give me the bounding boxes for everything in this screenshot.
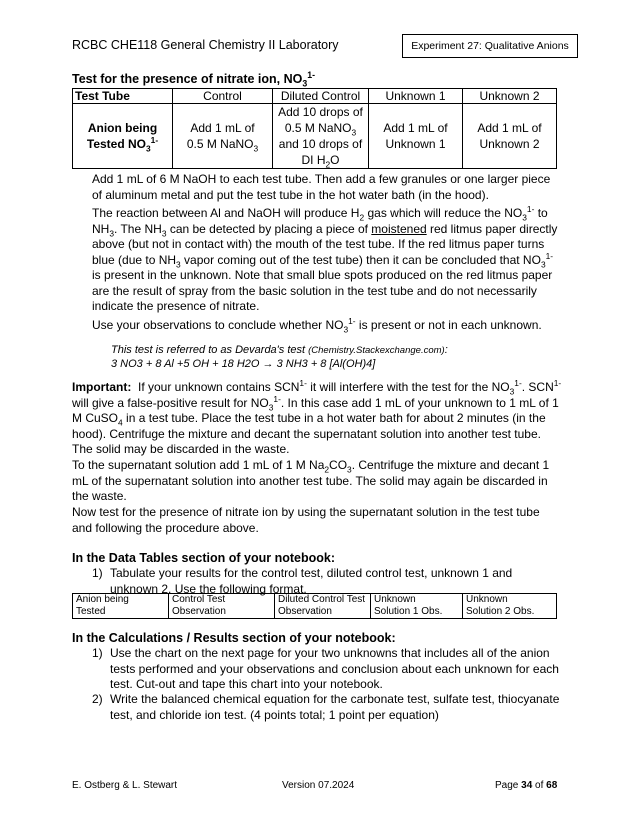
format-line: Unknown — [466, 594, 508, 605]
format-col-control — [169, 594, 275, 619]
format-line: Solution 1 Obs. — [374, 606, 443, 617]
diluted-line2 — [275, 120, 366, 136]
super-a: To the supernatant solution add 1 mL of 1 M Na — [72, 458, 325, 472]
format-col-anion — [73, 594, 169, 619]
format-line: Unknown — [374, 594, 416, 605]
para2-b: gas which will reduce the NO — [364, 206, 523, 220]
table-header-row — [73, 89, 557, 104]
section-title-sub: 3 — [302, 78, 308, 89]
super-b: CO — [329, 458, 348, 472]
important-sup2: 1- — [514, 378, 522, 388]
devarda-source: (Chemistry.Stackexchange.com) — [308, 345, 445, 356]
format-line: Tested — [76, 606, 106, 617]
devarda-equation: 3 NO3 + 8 Al +5 OH + 18 H2O → 3 NH3 + 8 [Al(OH)4] — [111, 358, 376, 370]
important-sup3: 1- — [553, 378, 562, 388]
experiment-title: Experiment 27: Qualitative Anions — [411, 40, 569, 52]
course-title: RCBC CHE118 General Chemistry II Laboratory — [72, 38, 339, 52]
format-col-unknown2 — [463, 594, 557, 619]
diluted-sub: 3 — [351, 127, 357, 138]
section-title — [72, 69, 316, 89]
paragraph-supernatant — [72, 458, 562, 505]
list-number: 1) — [92, 646, 103, 660]
important-t4: will give a false-positive result for NO — [72, 395, 269, 410]
important-t6: in a test tube. Place the test tube in a hot water bath for about 2 minutes (in the hood). Centrifuge the mixture and decant the supernatant solution into another test tube. The solid may be discarded in the waste. — [72, 411, 546, 456]
para2-d: . The NH — [114, 221, 162, 236]
row-label — [73, 104, 173, 169]
diluted-line3: and 10 drops of — [278, 137, 363, 151]
nitrate-test-table — [72, 88, 557, 169]
row-label-sup: 1- — [150, 135, 159, 145]
header-unknown-2: Unknown 2 — [463, 89, 557, 104]
format-col-unknown1 — [371, 594, 463, 619]
format-line: Observation — [278, 606, 332, 617]
header-diluted-control: Diluted Control — [273, 89, 369, 104]
important-sub4: 3 — [268, 401, 274, 412]
devarda-line1: This test is referred to as Devarda's test — [111, 344, 309, 356]
calculations-heading: In the Calculations / Results section of your notebook: — [72, 631, 396, 645]
super-c: . Centrifuge the mixture and decant 1 mL of the supernatant solution into another test tube. The solid may again be discarded in the waste. — [72, 458, 550, 503]
diluted-line1: Add 10 drops of — [278, 105, 363, 119]
unknown2-line1: Add 1 mL of — [477, 121, 542, 135]
important-sub2: 3 — [509, 386, 515, 397]
para2-g: vapor coming out of the test tube) then it can be concluded that NO — [180, 252, 541, 267]
para2-h: is present in the unknown. Note that small blue spots produced on the red litmus paper are the result of spray from the basic solution in the test tube and do not necessarily indicate the presence of nitrate. — [92, 268, 553, 313]
header-unknown-1: Unknown 1 — [369, 89, 463, 104]
important-sub5: 4 — [118, 417, 123, 428]
super-b-sub: 3 — [347, 464, 352, 475]
format-line: Observation — [172, 606, 226, 617]
paragraph-observations — [92, 318, 562, 334]
list-text: Tabulate your results for the control test, diluted control test, unknown 1 and unknown 2. Use the following format. — [110, 566, 513, 596]
devarda-colon: : — [444, 344, 448, 356]
footer-version: Version 07.2024 — [282, 780, 355, 791]
devarda-note — [111, 343, 561, 358]
footer-page — [495, 780, 557, 791]
para3-a: Use your observations to conclude whether NO — [92, 318, 344, 332]
format-line: Anion being — [76, 594, 129, 605]
important-t2: it will interfere with the test for the NO — [306, 380, 510, 394]
unknown1-line1: Add 1 mL of — [383, 121, 448, 135]
important-label: Important: — [72, 380, 132, 394]
paragraph-reaction — [92, 206, 562, 315]
unknown2-cell — [463, 104, 557, 169]
paragraph-important — [72, 380, 562, 458]
unknown1-cell — [369, 104, 463, 169]
footer-page-total: 68 — [546, 780, 558, 791]
para3-a-sup: 1- — [348, 316, 356, 326]
format-line: Control Test — [172, 594, 226, 605]
important-t3: . SCN — [521, 380, 554, 394]
control-cell — [173, 104, 273, 169]
list-number: 1) — [92, 566, 103, 580]
header-test-tube: Test Tube — [73, 89, 173, 104]
list-text: Use the chart on the next page for your two unknowns that includes all of the anion tests performed and your observations and conclusion about each unknown for each test. Cut-out and tape this chart into your notebook. — [110, 646, 559, 691]
format-line: Diluted Control Test — [278, 594, 366, 605]
row-label-sub: 3 — [146, 143, 151, 154]
format-table — [72, 593, 557, 619]
diluted-sub2: 2 — [325, 159, 331, 170]
important-sup1: 1- — [299, 378, 307, 388]
para2-a-sub: 2 — [359, 212, 365, 223]
row-label-text: Tested NO — [86, 137, 146, 151]
format-line: Solution 2 Obs. — [466, 606, 535, 617]
calc-item-1 — [92, 646, 562, 693]
para2-moistened: moistened — [371, 221, 427, 236]
unknown1-line2: Unknown 1 — [385, 137, 446, 151]
format-col-diluted — [275, 594, 371, 619]
footer-page-number: 34 — [521, 780, 533, 791]
para2-c-sub: 3 — [109, 227, 115, 238]
para2-e: can be detected by placing a piece of — [166, 221, 372, 236]
unknown2-line2: Unknown 2 — [479, 137, 540, 151]
para3-a-sub: 3 — [343, 324, 349, 335]
super-a-sub: 2 — [324, 464, 330, 475]
control-line2 — [175, 136, 270, 152]
diluted-text: 0.5 M NaNO — [284, 121, 352, 135]
list-text: Write the balanced chemical equation for the carbonate test, sulfate test, thiocyanate test, and chloride ion test. (4 points total; 1 point per equation) — [110, 692, 560, 722]
para2-f: red litmus paper directly above (but not in contact with) the mouth of the test tube. If the red litmus paper turns blue (due to NH — [92, 221, 558, 267]
control-line1: Add 1 mL of — [190, 121, 255, 135]
row-label-line2 — [75, 136, 170, 152]
diluted-cell — [273, 104, 369, 169]
calc-item-2 — [92, 692, 562, 723]
para2-g-sub: 3 — [540, 258, 546, 269]
footer-page-of: of — [532, 780, 547, 791]
table-row — [73, 104, 557, 169]
para3-b: is present or not in each unknown. — [355, 318, 542, 332]
para2-g-sup: 1- — [545, 250, 554, 261]
control-text: 0.5 M NaNO — [186, 137, 254, 151]
experiment-box — [402, 34, 578, 58]
footer-page-label: Page — [495, 780, 522, 791]
row-label-line1: Anion being — [87, 121, 158, 135]
section-title-text: Test for the presence of nitrate ion, NO — [72, 72, 303, 86]
diluted-line4-text: DI H — [301, 153, 326, 167]
important-t5: . In this case add 1 mL of your unknown to 1 mL of 1 M CuSO — [72, 395, 559, 425]
data-tables-heading: In the Data Tables section of your notebook: — [72, 551, 335, 565]
important-text: If your unknown contains SCN — [138, 380, 300, 394]
paragraph-procedure: Add 1 mL of 6 M NaOH to each test tube. Then add a few granules or one larger piece of aluminum metal and put the test tube in the hot water bath (in the hood). — [92, 172, 551, 202]
important-sup4: 1- — [273, 393, 281, 404]
para2-d-sub: 3 — [161, 227, 167, 238]
para2-b-sub: 3 — [522, 212, 527, 223]
para2-f-sub: 3 — [176, 258, 181, 269]
section-title-sup: 1- — [307, 69, 316, 80]
para2-b-sup: 1- — [526, 204, 535, 214]
paragraph-now-test: Now test for the presence of nitrate ion by using the supernatant solution in the test tube and following the procedure above. — [72, 505, 540, 535]
footer-authors: E. Ostberg & L. Stewart — [72, 780, 178, 791]
header-control: Control — [173, 89, 273, 104]
control-sub: 3 — [253, 143, 259, 154]
format-row — [73, 594, 557, 619]
diluted-line4 — [275, 152, 366, 168]
list-number: 2) — [92, 692, 103, 706]
diluted-line4-tail: O — [330, 153, 340, 167]
para2-a: The reaction between Al and NaOH will produce H — [92, 206, 360, 220]
para2-c: to NH — [92, 206, 548, 236]
